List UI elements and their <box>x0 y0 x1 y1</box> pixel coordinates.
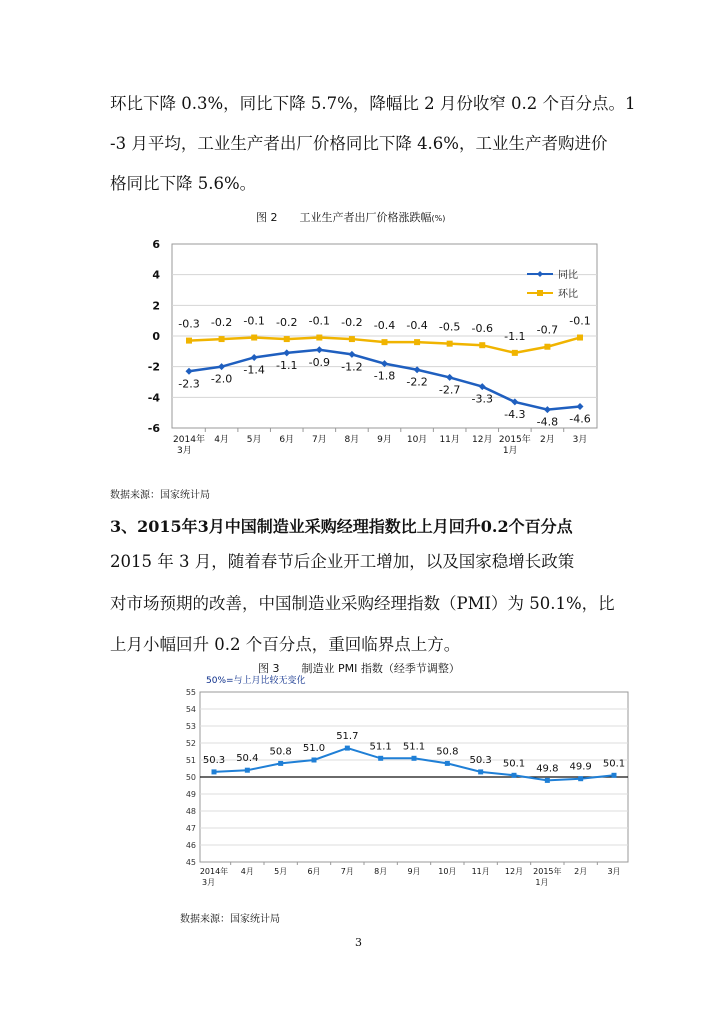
y-tick-label: 46 <box>185 841 196 850</box>
y-tick-label: 47 <box>185 824 196 833</box>
x-tick-label: 8月 <box>344 435 360 445</box>
legend-label: 环比 <box>558 289 578 300</box>
data-point <box>278 761 283 766</box>
paragraph-line: 格同比下降 5.6%。 <box>110 174 257 193</box>
y-tick-label: 52 <box>185 739 196 748</box>
data-label: -4.8 <box>536 415 559 429</box>
x-tick-label: 3月 <box>607 867 621 876</box>
paragraph-line: -3 月平均，工业生产者出厂价格同比下降 4.6%，工业生产者购进价 <box>110 134 608 153</box>
data-label: -1.2 <box>341 360 363 374</box>
data-label: 50.1 <box>502 758 526 770</box>
data-label: 49.9 <box>569 761 592 773</box>
data-label: 51.0 <box>302 743 326 754</box>
x-tick-label: 2月 <box>574 867 588 876</box>
x-tick-label: 2014年 <box>199 867 229 876</box>
paragraph-line: 2015 年 3 月，随着春节后企业开工增加，以及国家稳增长政策 <box>110 552 575 571</box>
data-label: -4.3 <box>504 407 526 421</box>
data-label: -2.3 <box>178 377 200 391</box>
x-tick-label: 2014年 <box>173 435 205 445</box>
data-label: -0.6 <box>471 322 493 336</box>
data-label: -3.3 <box>471 392 493 406</box>
data-point <box>312 758 317 763</box>
data-point <box>378 756 383 761</box>
legend-label: 同比 <box>558 270 578 281</box>
paragraph-line: 环比下降 0.3%，同比下降 5.7%，降幅比 2 月份收窄 0.2 个百分点。1 <box>110 94 636 113</box>
chart-annotation: 50%=与上月比较无变化 <box>206 676 306 686</box>
x-tick-label: 10月 <box>438 867 457 876</box>
section-heading: 3、2015年3月中国制造业采购经理指数比上月回升0.2个百分点 <box>110 517 573 536</box>
data-point <box>284 336 290 342</box>
x-tick-label: 7月 <box>311 435 327 445</box>
data-point <box>382 339 388 345</box>
data-point <box>612 773 617 778</box>
data-point <box>512 773 517 778</box>
x-tick-label: 8月 <box>374 867 388 876</box>
data-point <box>219 336 225 342</box>
x-tick-label: 3月 <box>177 446 192 456</box>
y-tick-label: 6 <box>152 238 160 251</box>
x-tick-label: 7月 <box>340 867 354 876</box>
data-label: 49.8 <box>536 763 559 775</box>
data-label: -2.0 <box>210 372 233 386</box>
x-tick-label: 2015年 <box>533 867 562 876</box>
data-label: -0.7 <box>536 323 559 337</box>
y-tick-label: 4 <box>152 268 160 282</box>
data-label: -0.4 <box>373 319 396 333</box>
x-tick-label: 6月 <box>279 435 295 445</box>
x-tick-label: 3月 <box>572 435 588 445</box>
data-label: -1.8 <box>373 369 396 383</box>
figure-2-caption <box>256 209 445 225</box>
data-label: 50.1 <box>602 758 626 770</box>
x-tick-label: 12月 <box>472 435 493 445</box>
data-label: -2.2 <box>406 375 428 389</box>
data-point <box>545 778 550 783</box>
data-label: -0.1 <box>308 314 331 328</box>
data-point <box>245 768 250 773</box>
data-label: -1.1 <box>276 358 298 372</box>
x-tick-label: 3月 <box>202 878 216 887</box>
x-tick-label: 10月 <box>406 435 428 445</box>
data-label: -0.4 <box>406 319 428 333</box>
data-point <box>478 769 483 774</box>
data-point <box>412 756 417 761</box>
figure-2-source: 数据来源：国家统计局 <box>110 490 210 501</box>
paragraph-line: 上月小幅回升 0.2 个百分点，重回临界点上方。 <box>110 635 461 654</box>
data-point <box>578 776 583 781</box>
data-label: -1.4 <box>243 363 265 377</box>
x-tick-label: 4月 <box>214 435 229 445</box>
data-label: 51.1 <box>402 741 426 753</box>
x-tick-label: 11月 <box>471 867 490 876</box>
data-label: -0.1 <box>243 314 265 328</box>
pmi-chart <box>178 674 634 894</box>
y-tick-label: 0 <box>152 330 160 343</box>
data-label: -2.7 <box>438 383 461 397</box>
data-point <box>479 342 485 348</box>
data-label: 51.7 <box>336 731 359 743</box>
x-tick-label: 2月 <box>540 435 555 445</box>
data-point <box>212 769 217 774</box>
x-tick-label: 9月 <box>407 867 421 876</box>
data-point <box>186 338 192 344</box>
y-tick-label: -4 <box>147 391 160 405</box>
x-tick-label: 6月 <box>307 867 321 876</box>
figure-2-caption-unit: (%) <box>431 214 446 223</box>
x-tick-label: 1月 <box>535 878 549 887</box>
data-point <box>414 339 420 345</box>
data-point <box>544 344 550 350</box>
data-point <box>447 341 453 347</box>
data-label: -0.2 <box>276 316 298 330</box>
data-label: -0.1 <box>569 314 591 328</box>
y-tick-label: -6 <box>147 422 160 435</box>
y-tick-label: 53 <box>185 722 196 731</box>
y-tick-label: 54 <box>185 705 196 714</box>
figure-2-caption-main: 图 2 工业生产者出厂价格涨跌幅 <box>256 211 432 224</box>
data-point <box>345 746 350 751</box>
figure-3-caption: 图 3 制造业 PMI 指数（经季节调整） <box>258 662 460 675</box>
data-point <box>349 336 355 342</box>
figure-3-source: 数据来源：国家统计局 <box>180 914 280 925</box>
y-tick-label: -2 <box>147 360 160 374</box>
data-label: 50.4 <box>236 753 259 765</box>
x-tick-label: 5月 <box>274 867 288 876</box>
x-tick-label: 4月 <box>240 867 254 876</box>
data-label: -0.2 <box>341 316 363 330</box>
data-label: 50.8 <box>436 746 459 758</box>
data-label: 51.1 <box>369 741 392 753</box>
x-tick-label: 2015年 <box>498 435 531 445</box>
x-tick-label: 12月 <box>504 867 524 876</box>
page-number: 3 <box>355 936 362 949</box>
y-tick-label: 51 <box>185 756 196 765</box>
data-point <box>512 350 518 356</box>
data-label: 50.8 <box>269 746 292 758</box>
y-tick-label: 2 <box>152 299 160 313</box>
data-label: -0.2 <box>210 316 233 330</box>
y-tick-label: 48 <box>185 807 196 816</box>
data-point <box>251 335 257 341</box>
data-label: -0.3 <box>178 317 200 331</box>
data-label: 50.3 <box>469 754 492 766</box>
legend-marker <box>537 290 543 296</box>
x-tick-label: 11月 <box>439 435 460 445</box>
data-point <box>316 335 322 341</box>
data-label: -1.1 <box>504 329 526 343</box>
x-tick-label: 5月 <box>246 435 262 445</box>
data-label: -0.9 <box>308 355 331 369</box>
y-tick-label: 55 <box>185 688 196 697</box>
data-point <box>445 761 450 766</box>
y-tick-label: 45 <box>185 858 196 867</box>
data-label: -4.6 <box>569 412 591 426</box>
y-tick-label: 49 <box>185 790 196 799</box>
data-label: 50.3 <box>202 754 226 766</box>
x-tick-label: 9月 <box>377 435 392 445</box>
data-label: -0.5 <box>438 320 461 334</box>
ppi-chart <box>140 236 610 476</box>
paragraph-line: 对市场预期的改善，中国制造业采购经理指数（PMI）为 50.1%，比 <box>110 594 615 613</box>
x-tick-label: 1月 <box>502 446 518 456</box>
data-point <box>577 335 583 341</box>
y-tick-label: 50 <box>185 773 196 782</box>
